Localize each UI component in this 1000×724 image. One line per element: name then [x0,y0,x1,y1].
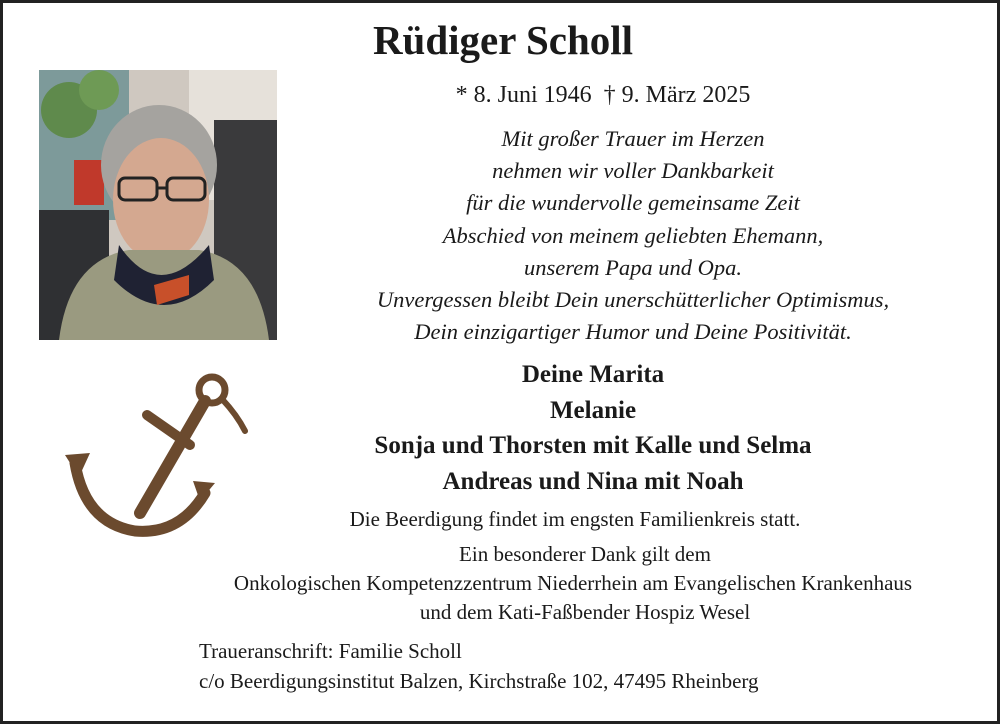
poem-line-4: Abschied von meinem geliebten Ehemann, [442,223,824,248]
poem-line-7: Dein einzigartiger Humor und Deine Positivität. [414,319,852,344]
poem-line-1: Mit großer Trauer im Herzen [501,126,765,151]
thanks-line-2: Onkologischen Kompetenzzentrum Niederrhein am Evangelischen Krankenhaus [233,571,913,595]
family-line-1: Deine Marita [521,361,665,388]
thanks-line-3: und dem Kati-Faßbender Hospiz Wesel [419,600,751,624]
anchor-icon [65,363,265,553]
thanks-line-1: Ein besonderer Dank gilt dem [459,542,711,566]
family-line-3: Sonja und Thorsten mit Kalle und Selma [374,432,812,459]
life-dates: * 8. Juni 1946 † 9. März 2025 [455,82,751,108]
family-line-2: Melanie [549,397,637,424]
address-line-1: Traueranschrift: Familie Scholl [199,639,462,663]
family-line-4: Andreas und Nina mit Noah [442,468,744,495]
poem-line-5: unserem Papa und Opa. [524,255,742,280]
poem-line-2: nehmen wir voller Dankbarkeit [492,158,774,183]
poem-line-3: für die wundervolle gemeinsame Zeit [466,190,800,215]
address-line-2: c/o Beerdigungsinstitut Balzen, Kirchstraße 102, 47495 Rheinberg [199,669,759,693]
portrait-photo [39,70,277,340]
poem-line-6: Unvergessen bleibt Dein unerschütterlicher Optimismus, [376,287,890,312]
funeral-info: Die Beerdigung findet im engsten Familienkreis statt. [349,507,801,531]
deceased-name: Rüdiger Scholl [372,17,634,63]
